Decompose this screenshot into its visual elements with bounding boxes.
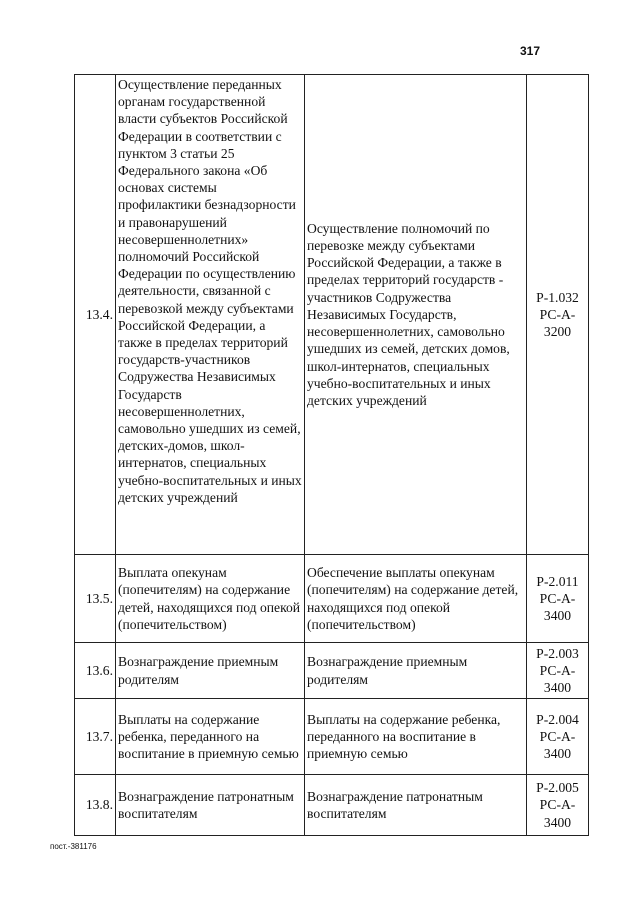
power-description: Осуществление полномочий по перевозке между субъектами Российской Федерации, а также в пределах территорий государств - участников Содружества Независимых Государств, несовершеннолетних, самовольно ушедших из семей, детских домов, школ-интернатов, специальных учебно-воспитательных и иных детских учреждений (305, 75, 527, 555)
code-line: РС-А- (539, 590, 576, 606)
expense-name: Выплата опекунам (попечителям) на содержание детей, находящихся под опекой (попечительством) (116, 555, 305, 643)
code-line: 3400 (543, 814, 572, 830)
code-line: Р-2.003 (536, 645, 579, 661)
code-line: РС-А- (539, 797, 576, 813)
expense-name: Вознаграждение приемным родителям (116, 643, 305, 699)
power-description: Обеспечение выплаты опекунам (попечителям) на содержание детей, находящихся под опекой (попечительством) (305, 555, 527, 643)
expense-code (527, 643, 589, 699)
code-line: Р-2.005 (536, 780, 579, 796)
expense-code (527, 775, 589, 836)
expense-code (527, 555, 589, 643)
expense-code (527, 699, 589, 775)
expense-code (527, 75, 589, 555)
code-line: РС-А- (539, 662, 576, 678)
table-row (75, 643, 589, 699)
power-description: Вознаграждение приемным родителям (305, 643, 527, 699)
code-line: 3400 (543, 608, 572, 624)
powers-table (74, 74, 589, 836)
expense-name: Вознаграждение патронатным воспитателям (116, 775, 305, 836)
expense-name: Осуществление переданных органам государственной власти субъектов Российской Федерации в соответствии с пунктом 3 статьи 25 Федерального закона «Об основах системы профилактики безнадзорности и правонарушений несовершеннолетних» полномочий Российской Федерации по осуществлению деятельности, связанной с перевозкой между субъектами Российской Федерации, а также в пределах территорий государств-участников Содружества Независимых Государств несовершеннолетних, самовольно ушедших из семей, детских-домов, школ-интернатов, специальных учебно-воспитательных и иных детских учреждений (116, 75, 305, 555)
table-row (75, 555, 589, 643)
row-number: 13.4. (75, 75, 116, 555)
row-number: 13.7. (75, 699, 116, 775)
code-line: 3200 (543, 324, 572, 340)
code-line: РС-А- (539, 306, 576, 322)
row-number: 13.8. (75, 775, 116, 836)
table-row (75, 775, 589, 836)
table-row (75, 699, 589, 775)
expense-name: Выплаты на содержание ребенка, переданного на воспитание в приемную семью (116, 699, 305, 775)
code-line: Р-2.004 (536, 711, 579, 727)
code-line: 3400 (543, 746, 572, 762)
code-line: 3400 (543, 680, 572, 696)
power-description: Выплаты на содержание ребенка, переданного на воспитание в приемную семью (305, 699, 527, 775)
power-description: Вознаграждение патронатным воспитателям (305, 775, 527, 836)
code-line: Р-2.011 (536, 573, 579, 589)
row-number: 13.6. (75, 643, 116, 699)
code-line: Р-1.032 (536, 289, 579, 305)
row-number: 13.5. (75, 555, 116, 643)
document-footer: пост.-381176 (50, 842, 97, 851)
page-number: 317 (520, 44, 541, 58)
table-row (75, 75, 589, 555)
code-line: РС-А- (539, 728, 576, 744)
